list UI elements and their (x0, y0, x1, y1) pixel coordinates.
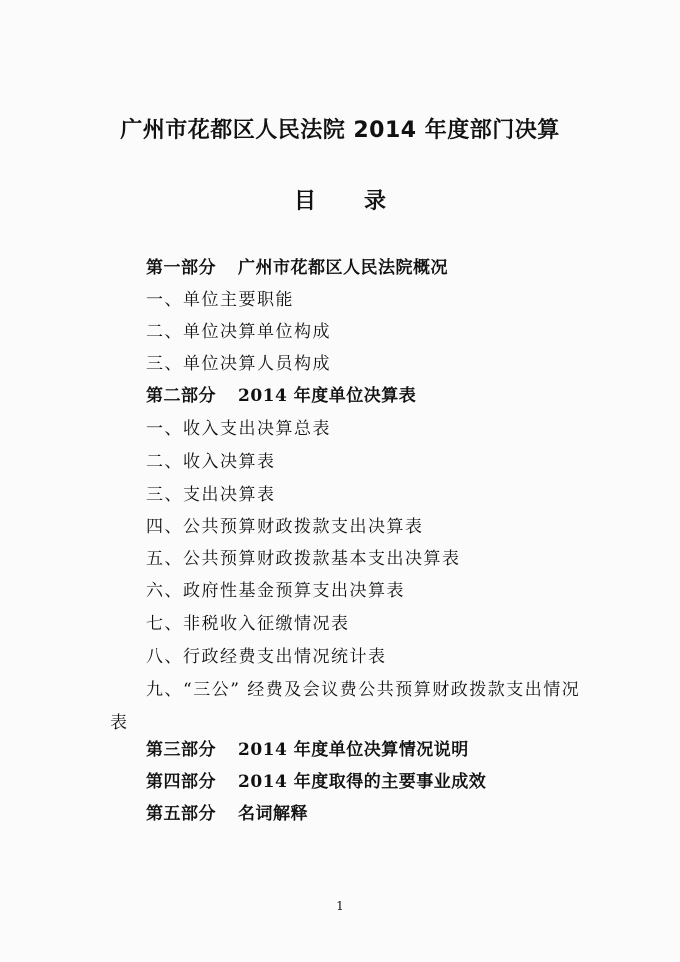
toc-item-2-6: 六、政府性基金预算支出决算表 (146, 581, 405, 601)
document-title: 广州市花都区人民法院 2014 年度部门决算 (120, 118, 560, 143)
toc-part-1-label: 第一部分 (146, 258, 216, 278)
page-number: 1 (336, 899, 344, 913)
toc-item-2-8: 八、行政经费支出情况统计表 (146, 647, 387, 667)
toc-item-1-1: 一、单位主要职能 (146, 290, 294, 310)
toc-part-2-label: 第二部分 (146, 386, 216, 406)
toc-item-1-2: 二、单位决算单位构成 (146, 322, 331, 342)
toc-item-2-9-wrap: 表 (110, 713, 127, 733)
toc-part-1-text: 广州市花都区人民法院概况 (238, 258, 448, 278)
toc-item-2-9: 九、“三公” 经费及会议费公共预算财政拨款支出情况 (146, 680, 581, 700)
toc-item-2-7: 七、非税收入征缴情况表 (146, 614, 350, 634)
toc-item-2-3: 三、支出决算表 (146, 485, 276, 505)
toc-part-1 (146, 257, 448, 279)
toc-part-4 (146, 771, 486, 793)
toc-part-4-text: 2014 年度取得的主要事业成效 (238, 772, 487, 792)
toc-part-3-label: 第三部分 (146, 740, 216, 760)
toc-part-5 (146, 803, 308, 825)
toc-part-5-label: 第五部分 (146, 804, 216, 824)
toc-part-5-text: 名词解释 (238, 804, 308, 824)
toc-part-3-text: 2014 年度单位决算情况说明 (238, 740, 469, 760)
toc-item-2-5: 五、公共预算财政拨款基本支出决算表 (146, 549, 461, 569)
toc-part-4-label: 第四部分 (146, 772, 216, 792)
toc-heading: 目录 (293, 189, 434, 214)
toc-part-2-text: 2014 年度单位决算表 (238, 386, 417, 406)
toc-part-2 (146, 385, 416, 407)
toc-item-1-3: 三、单位决算人员构成 (146, 354, 331, 374)
toc-item-2-2: 二、收入决算表 (146, 452, 276, 472)
toc-item-2-1: 一、收入支出决算总表 (146, 419, 331, 439)
toc-item-2-4: 四、公共预算财政拨款支出决算表 (146, 517, 424, 537)
toc-part-3 (146, 739, 469, 761)
